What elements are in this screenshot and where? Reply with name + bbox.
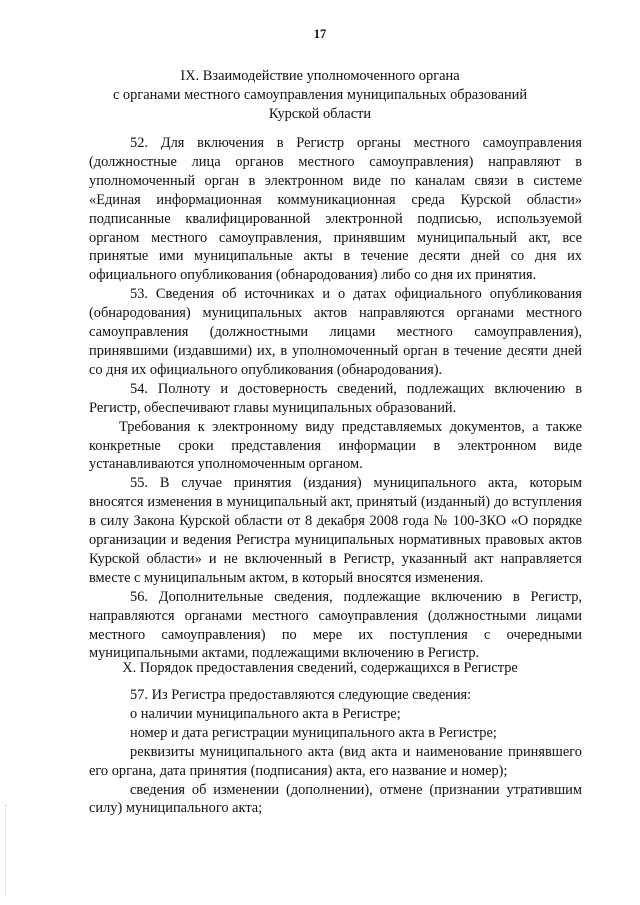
list-item: о наличии муниципального акта в Регистре;: [130, 705, 401, 722]
list-item: сведения об изменении (дополнении), отмене (признании утратившим силу) муниципального акта;: [89, 781, 582, 817]
paragraph-56: 56. Дополнительные сведения, подлежащие включению в Регистр, направляются органами местного самоуправления (должностными лицами местного самоуправления) по мере их поступления с очередными муниципальными актами, подлежащими включению в Регистр.: [89, 588, 582, 662]
section-heading-line: с органами местного самоуправления муниципальных образований: [112, 87, 528, 103]
paragraph-57: 57. Из Регистра предоставляются следующие сведения:: [130, 687, 472, 703]
paragraph-53: 53. Сведения об источниках и о датах официального опубликования (обнародования) муниципальных актов направляются органами местного самоуправления (должностными лицами местного самоуправления), принявшими (издавшими) их, в уполномоченный орган в течение десяти дней со дня их официального опубликования (обнародования).: [89, 286, 582, 378]
paragraph-requirements: Требования к электронному виду представляемых документов, а также конкретные сроки представления информации в электронном виде устанавливаются уполномоченным органом.: [89, 418, 582, 473]
section-ix-body: [89, 134, 582, 663]
section-heading-ix: [60, 67, 580, 124]
list-item: реквизиты муниципального акта (вид акта и наименование принявшего его органа, дата принятия (подписания) акта, его название и номер);: [89, 743, 582, 779]
section-heading-line: Курской области: [268, 106, 372, 122]
list-item: номер и дата регистрации муниципального акта в Регистре;: [130, 724, 497, 741]
section-heading-x: [60, 659, 580, 678]
section-x-body: [89, 686, 582, 818]
page-number: 17: [313, 27, 327, 41]
paragraph-54: 54. Полноту и достоверность сведений, подлежащих включению в Регистр, обеспечивают главы муниципальных образований.: [89, 380, 582, 416]
paragraph-52: 52. Для включения в Регистр органы местного самоуправления (должностные лица органов местного самоуправления) направляют в уполномоченный орган в электронном виде по каналам связи в системе «Единая информационная коммуникационная среда Курской области» подписанные квалифицированной электронной подписью, используемой органом местного самоуправления, принявшим муниципальный акт, все принятые ими муниципальные акты в течение десяти дней со дня их официального опубликования (обнародования) либо со дня их принятия.: [89, 135, 582, 284]
scan-margin-mark: [5, 805, 6, 895]
section-heading-line: IX. Взаимодействие уполномоченного органа: [180, 68, 460, 84]
paragraph-55: 55. В случае принятия (издания) муниципального акта, которым вносятся изменения в муниципальный акт, принятый (изданный) до вступления в силу Закона Курской области от 8 декабря 2008 года № 100-ЗКО «О порядке организации и ведения Регистра муниципальных нормативных правовых актов Курской области» и не включенный в Регистр, указанный акт направляется вместе с муниципальным актом, в который вносятся изменения.: [89, 475, 582, 586]
section-heading-line: X. Порядок предоставления сведений, содержащихся в Регистре: [122, 660, 518, 676]
